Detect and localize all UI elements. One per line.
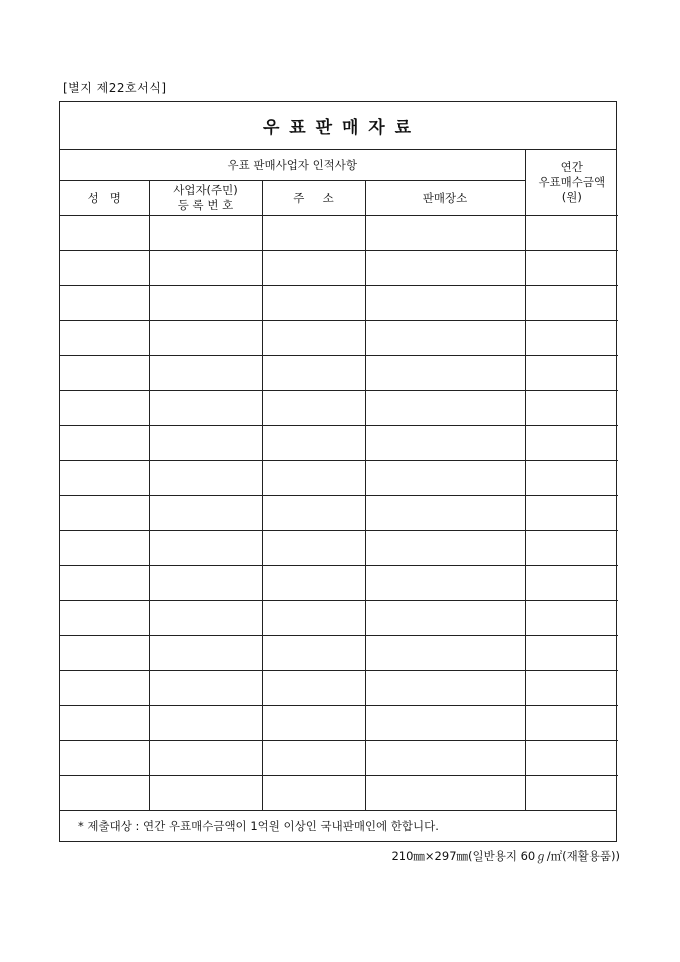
annual-amount-cell[interactable] [525,251,618,286]
sales-place-cell[interactable] [365,776,525,811]
annual-amount-cell[interactable] [525,671,618,706]
table-row [60,391,618,426]
table-row [60,461,618,496]
sales-place-header: 판매장소 [365,181,525,216]
annual-amount-cell[interactable] [525,636,618,671]
name-cell[interactable] [60,391,149,426]
name-cell[interactable] [60,286,149,321]
sales-table [60,150,618,810]
table-row [60,356,618,391]
annual-amount-cell[interactable] [525,426,618,461]
table-row [60,251,618,286]
sales-place-cell[interactable] [365,671,525,706]
annual-amount-cell[interactable] [525,461,618,496]
address-cell[interactable] [262,636,365,671]
name-cell[interactable] [60,671,149,706]
annual-amount-line3: (원) [561,190,582,204]
address-header: 주 소 [262,181,365,216]
address-cell[interactable] [262,741,365,776]
address-cell[interactable] [262,426,365,461]
annual-amount-cell[interactable] [525,286,618,321]
stamp-sales-form [59,101,617,842]
form-title: 우 표 판 매 자 료 [262,118,414,138]
sales-place-cell[interactable] [365,566,525,601]
registration-number-header [149,181,262,216]
annual-amount-cell[interactable] [525,496,618,531]
registration-number-cell[interactable] [149,286,262,321]
registration-number-cell[interactable] [149,776,262,811]
registration-number-cell[interactable] [149,216,262,251]
registration-number-cell[interactable] [149,496,262,531]
name-cell[interactable] [60,741,149,776]
address-cell[interactable] [262,391,365,426]
sales-place-cell[interactable] [365,216,525,251]
name-cell[interactable] [60,636,149,671]
table-row [60,601,618,636]
annual-amount-cell[interactable] [525,741,618,776]
sales-place-cell[interactable] [365,321,525,356]
registration-number-cell[interactable] [149,426,262,461]
name-cell[interactable] [60,566,149,601]
address-cell[interactable] [262,706,365,741]
table-row [60,706,618,741]
submission-note: * 제출대상 : 연간 우표매수금액이 1억원 이상인 국내판매인에 한합니다. [60,810,616,840]
address-cell[interactable] [262,531,365,566]
table-row [60,636,618,671]
name-cell[interactable] [60,601,149,636]
annual-amount-line2: 우표매수금액 [538,175,606,189]
name-cell[interactable] [60,531,149,566]
address-cell[interactable] [262,671,365,706]
name-cell[interactable] [60,356,149,391]
sales-place-cell[interactable] [365,531,525,566]
registration-header-line2: 등 록 번 호 [177,198,234,212]
sales-place-cell[interactable] [365,741,525,776]
annual-amount-header [525,150,618,216]
name-cell[interactable] [60,251,149,286]
annual-amount-cell[interactable] [525,601,618,636]
name-cell[interactable] [60,426,149,461]
table-row [60,741,618,776]
registration-number-cell[interactable] [149,636,262,671]
address-cell[interactable] [262,461,365,496]
sales-place-cell[interactable] [365,356,525,391]
registration-number-cell[interactable] [149,321,262,356]
address-cell[interactable] [262,286,365,321]
address-cell[interactable] [262,496,365,531]
sales-place-cell[interactable] [365,426,525,461]
registration-number-cell[interactable] [149,531,262,566]
table-row [60,531,618,566]
address-cell[interactable] [262,776,365,811]
registration-number-cell[interactable] [149,741,262,776]
annual-amount-cell[interactable] [525,356,618,391]
annual-amount-cell[interactable] [525,321,618,356]
name-cell[interactable] [60,461,149,496]
annual-amount-cell[interactable] [525,776,618,811]
sales-place-cell[interactable] [365,601,525,636]
registration-number-cell[interactable] [149,566,262,601]
sales-place-cell[interactable] [365,636,525,671]
registration-number-cell[interactable] [149,671,262,706]
address-cell[interactable] [262,216,365,251]
name-header: 성 명 [60,181,149,216]
name-cell[interactable] [60,216,149,251]
annual-amount-cell[interactable] [525,391,618,426]
table-row [60,776,618,811]
registration-number-cell[interactable] [149,461,262,496]
sales-place-cell[interactable] [365,496,525,531]
registration-number-cell[interactable] [149,356,262,391]
name-cell[interactable] [60,321,149,356]
annual-amount-cell[interactable] [525,706,618,741]
header-row-1 [60,150,618,181]
table-row [60,321,618,356]
annual-amount-cell[interactable] [525,566,618,601]
name-cell[interactable] [60,706,149,741]
name-cell[interactable] [60,776,149,811]
table-row [60,216,618,251]
registration-number-cell[interactable] [149,391,262,426]
sales-place-cell[interactable] [365,286,525,321]
name-cell[interactable] [60,496,149,531]
registration-number-cell[interactable] [149,706,262,741]
sales-place-cell[interactable] [365,391,525,426]
address-cell[interactable] [262,251,365,286]
table-row [60,496,618,531]
registration-header-line1: 사업자(주민) [173,183,238,197]
seller-info-header: 우표 판매사업자 인적사항 [60,150,525,181]
table-row [60,426,618,461]
table-row [60,671,618,706]
annual-amount-cell[interactable] [525,216,618,251]
table-row [60,566,618,601]
sales-place-cell[interactable] [365,461,525,496]
registration-number-cell[interactable] [149,251,262,286]
address-cell[interactable] [262,601,365,636]
address-cell[interactable] [262,566,365,601]
sales-place-cell[interactable] [365,251,525,286]
form-number-label: [별지 제22호서식] [63,81,167,95]
registration-number-cell[interactable] [149,601,262,636]
table-row [60,286,618,321]
paper-spec: 210㎜×297㎜(일반용지 60ℊ/㎡(재활용품)) [391,849,620,863]
address-cell[interactable] [262,321,365,356]
title-row [60,102,616,150]
annual-amount-cell[interactable] [525,531,618,566]
address-cell[interactable] [262,356,365,391]
annual-amount-line1: 연간 [560,160,583,174]
sales-place-cell[interactable] [365,706,525,741]
